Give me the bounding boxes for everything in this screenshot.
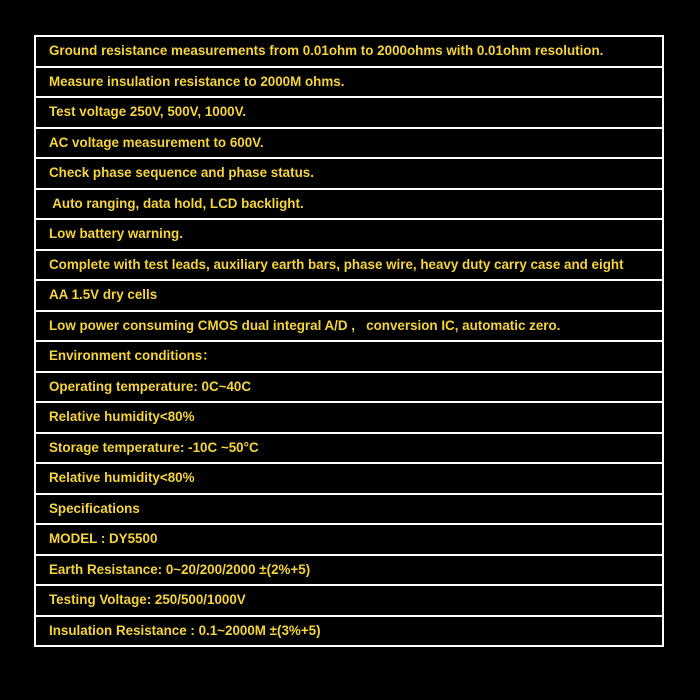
spec-row-text: AC voltage measurement to 600V. — [35, 128, 663, 159]
spec-row-text: Check phase sequence and phase status. — [35, 158, 663, 189]
spec-row-text: MODEL : DY5500 — [35, 524, 663, 555]
table-row — [35, 494, 663, 525]
spec-row-text: Environment conditions： — [35, 341, 663, 372]
spec-row-text: Relative humidity<80% — [35, 463, 663, 494]
table-row — [35, 250, 663, 281]
spec-row-text: Earth Resistance: 0~20/200/2000 ±(2%+5) — [35, 555, 663, 586]
table-row — [35, 555, 663, 586]
spec-row-text: Measure insulation resistance to 2000M ohms. — [35, 67, 663, 98]
table-row — [35, 311, 663, 342]
spec-row-text: Low power consuming CMOS dual integral A/D , conversion IC, automatic zero. — [35, 311, 663, 342]
spec-row-text: Test voltage 250V, 500V, 1000V. — [35, 97, 663, 128]
table-row — [35, 189, 663, 220]
spec-row-text: Operating temperature: 0C~40C — [35, 372, 663, 403]
spec-row-text: Auto ranging, data hold, LCD backlight. — [35, 189, 663, 220]
table-row — [35, 128, 663, 159]
spec-row-text: Storage temperature: -10C ~50°C — [35, 433, 663, 464]
table-row — [35, 616, 663, 647]
table-row — [35, 280, 663, 311]
spec-row-text: Low battery warning. — [35, 219, 663, 250]
table-row — [35, 219, 663, 250]
table-row — [35, 158, 663, 189]
table-row — [35, 433, 663, 464]
table-row — [35, 341, 663, 372]
spec-row-text: Complete with test leads, auxiliary earth bars, phase wire, heavy duty carry case and eight — [35, 250, 663, 281]
spec-row-text: AA 1.5V dry cells — [35, 280, 663, 311]
spec-row-text: Testing Voltage: 250/500/1000V — [35, 585, 663, 616]
spec-table — [34, 35, 664, 647]
spec-row-text: Ground resistance measurements from 0.01ohm to 2000ohms with 0.01ohm resolution. — [35, 36, 663, 67]
table-row — [35, 402, 663, 433]
table-row — [35, 97, 663, 128]
table-row — [35, 585, 663, 616]
table-row — [35, 524, 663, 555]
table-row — [35, 36, 663, 67]
table-row — [35, 67, 663, 98]
spec-row-text: Insulation Resistance : 0.1~2000M ±(3%+5) — [35, 616, 663, 647]
spec-row-text: Specifications — [35, 494, 663, 525]
table-row — [35, 372, 663, 403]
spec-row-text: Relative humidity<80% — [35, 402, 663, 433]
table-row — [35, 463, 663, 494]
